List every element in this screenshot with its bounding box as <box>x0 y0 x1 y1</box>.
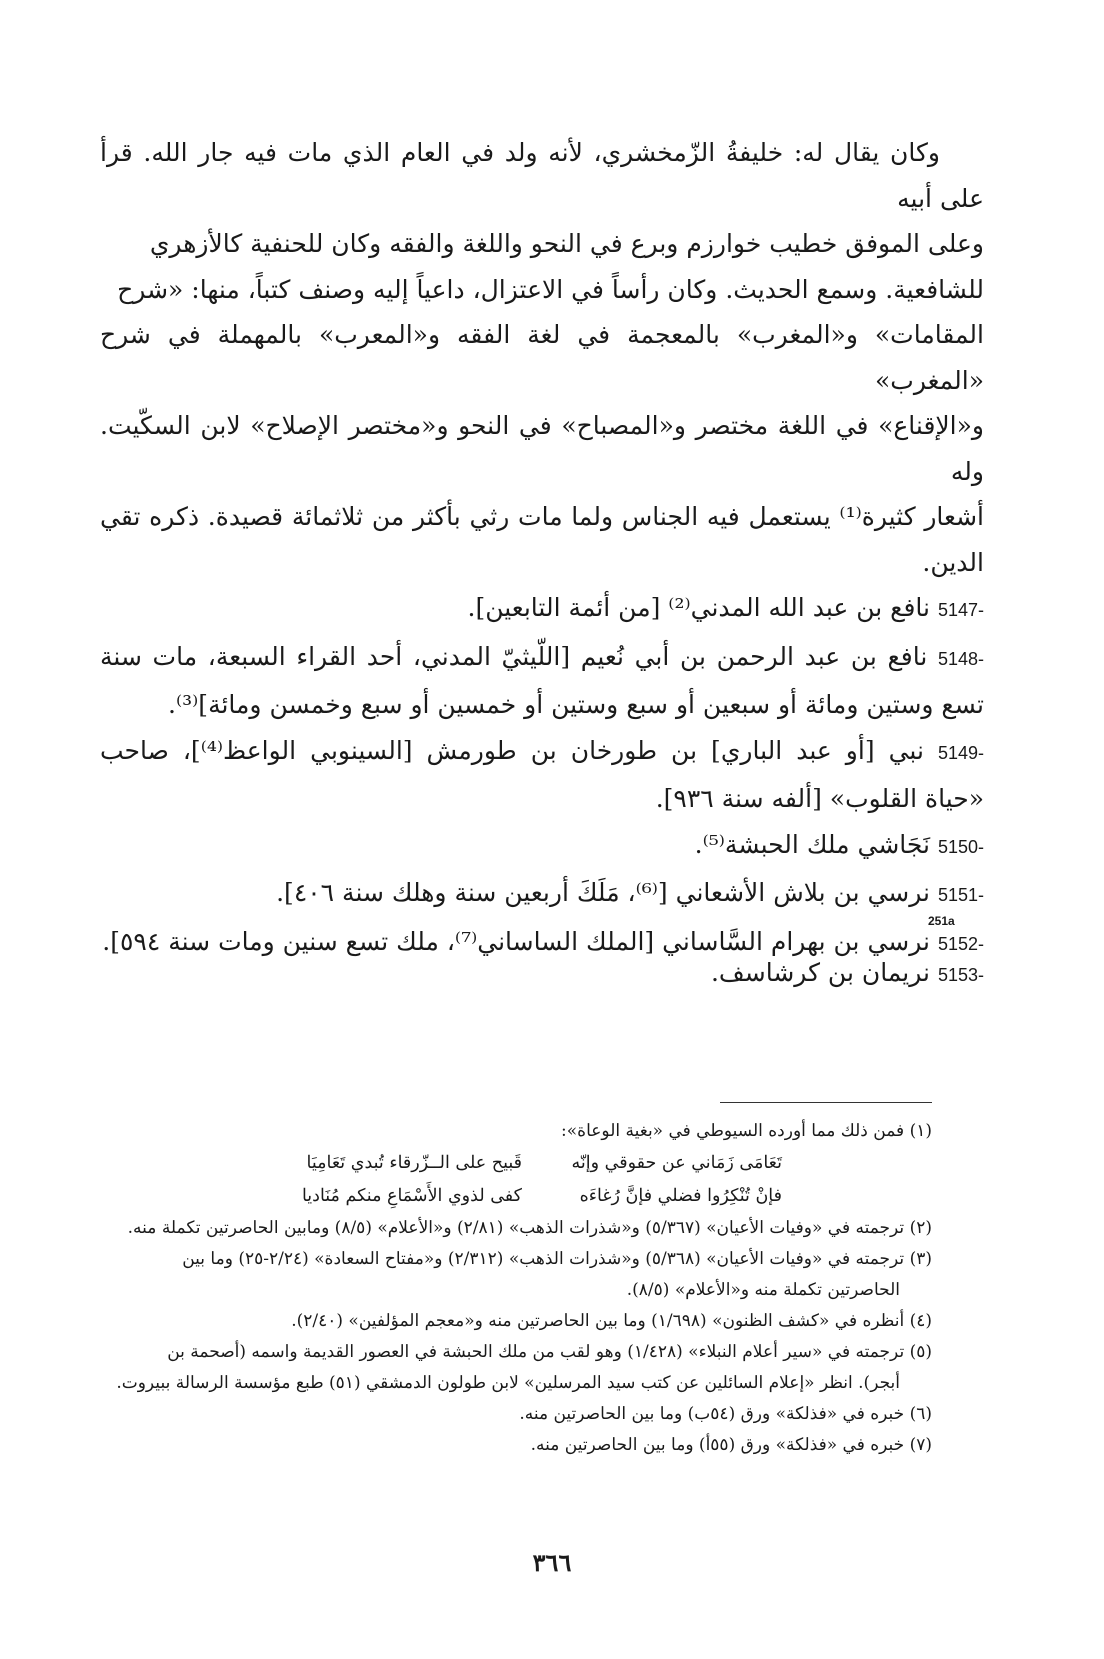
intro-paragraph <box>100 130 984 585</box>
entry-text: نافع بن عبد الرحمن بن أبي نُعيم [اللّيثيّ المدني، أحد القراء السبعة، مات سنة تسع وستين ومائة أو سبعين أو سبع وستين أو خمسين أو سبع وخمسن ومائة]⁽³⁾. <box>100 641 984 719</box>
entry-5147 <box>100 585 984 634</box>
footnote-4: (٤) أنظره في «كشف الظنون» (١/٦٩٨) وما بين الحاصرتين منه و«معجم المؤلفين» (٢/٤٠). <box>291 1311 932 1331</box>
verse-hemistich-second: قَبيح على الــزّرقاء تُبدي تَعَامِيَا <box>306 1153 522 1173</box>
manuscript-folio-marker: 251a <box>928 914 955 928</box>
intro-line: و«الإقناع» في اللغة مختصر و«المصباح» في النحو و«مختصر الإصلاح» لابن السكّيت. وله <box>100 411 984 486</box>
verse-line-2 <box>112 1180 932 1213</box>
footnote-6: (٦) خبره في «فذلكة» ورق (٥٤ب) وما بين الحاصرتين منه. <box>519 1404 932 1424</box>
footnote-5-continued: أبجر). انظر «إعلام السائلين عن كتب سيد المرسلين» لابن طولون الدمشقي (٥١) طبع مؤسسة الرسالة ببيروت. <box>116 1373 900 1393</box>
page-number: ٣٦٦ <box>532 1548 572 1577</box>
entry-number: 5152- <box>937 933 984 954</box>
intro-line: للشافعية. وسمع الحديث. وكان رأساً في الاعتزال، داعياً إليه وصنف كتباً، منها: «شرح <box>117 274 984 304</box>
entry-number: 5149- <box>937 742 984 763</box>
verse-hemistich-first: تَعَامَى زَمَاني عن حقوقي وإنّه <box>571 1153 782 1173</box>
footnote-7: (٧) خبره في «فذلكة» ورق (٥٥أ) وما بين الحاصرتين منه. <box>530 1435 932 1455</box>
verse-hemistich-second: كفى لذوي الأَسْمَاعِ منكم مُنَاديا <box>301 1186 522 1206</box>
entry-text: نرسي بن بلاش الأشعاني [⁽⁶⁾، مَلَكَ أربعين سنة وهلك سنة ٤٠٦]. <box>276 878 938 907</box>
verse-hemistich-first: فإنْ تُنْكِرُوا فضلي فإنَّ رُغاءَه <box>579 1186 782 1206</box>
entry-number: 5147- <box>937 600 984 620</box>
entry-5149 <box>100 728 984 822</box>
intro-line: وعلى الموفق خطيب خوارزم وبرع في النحو واللغة والفقه وكان للحنفية كالأزهري <box>149 229 984 258</box>
footnote-1: (١) فمن ذلك مما أورده السيوطي في «بغية الوعاة»: <box>561 1121 932 1141</box>
entry-number: 5151- <box>937 885 984 905</box>
entry-5148 <box>100 634 984 728</box>
entry-number: 5148- <box>937 648 984 669</box>
entry-text: نريمان بن كرشاسف. <box>710 958 938 987</box>
entry-text: نَجَاشي ملك الحبشة⁽⁵⁾. <box>694 829 938 859</box>
entry-text: نافع بن عبد الله المدني⁽²⁾ [من أئمة التابعين]. <box>467 593 938 622</box>
entry-5150 <box>100 822 984 871</box>
entry-text: نبي [أو عبد الباري] بن طورخان بن طورمش [السينوبي الواعظ⁽⁴⁾]، صاحب «حياة القلوب» [ألفه سنة ٩٣٦]. <box>100 735 984 813</box>
footnotes-block <box>112 1116 932 1461</box>
intro-line: المقامات» و«المغرب» بالمعجمة في لغة الفقه و«المعرب» بالمهملة في شرح «المغرب» <box>100 320 984 395</box>
entry-number: 5150- <box>937 836 984 857</box>
entry-number: 5153- <box>937 965 984 985</box>
entry-5151 <box>100 870 984 919</box>
intro-line: أشعار كثيرة⁽¹⁾ يستعمل فيه الجناس ولما مات رثي بأكثر من ثلاثمائة قصيدة. ذكره تقي الدين. <box>100 502 984 577</box>
footnote-separator <box>720 1102 932 1103</box>
entry-text: نرسي بن بهرام السَّاساني [الملك الساساني⁽⁷⁾، ملك تسع سنين ومات سنة ٥٩٤]. <box>102 926 938 956</box>
entry-5153 <box>100 950 984 998</box>
footnote-2: (٢) ترجمته في «وفيات الأعيان» (٥/٣٦٧) و«شذرات الذهب» (٢/٨١) و«الأعلام» (٨/٥) ومابين الحاصرتين تكملة منه. <box>127 1218 932 1238</box>
intro-line: وكان يقال له: خليفةُ الزّمخشري، لأنه ولد في العام الذي مات فيه جار الله. قرأ على أبيه <box>100 138 984 213</box>
footnote-3-continued: الحاصرتين تكملة منه و«الأعلام» (٨/٥). <box>626 1280 900 1300</box>
main-text-block <box>100 130 984 967</box>
verse-line-1 <box>112 1147 932 1180</box>
footnote-3: (٣) ترجمته في «وفيات الأعيان» (٥/٣٦٨) و«شذرات الذهب» (٢/٣١٢) و«مفتاح السعادة» (٢/٢٤-٢٥) وما بين <box>182 1249 932 1269</box>
footnote-5: (٥) ترجمته في «سير أعلام النبلاء» (١/٤٢٨) وهو لقب من ملك الحبشة في العصور القديمة واسمه (أصحمة بن <box>167 1342 932 1362</box>
